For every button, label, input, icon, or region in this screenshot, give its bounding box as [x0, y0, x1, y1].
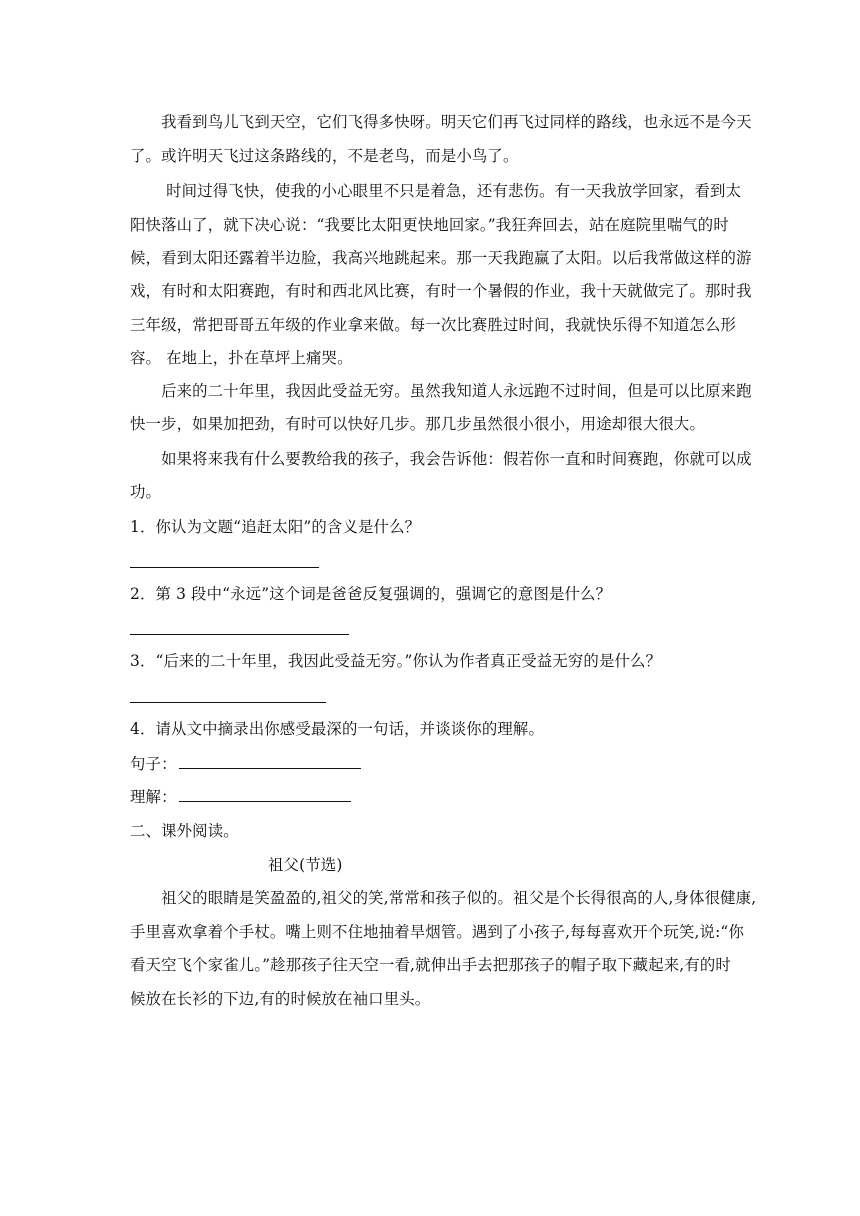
question-3: 3．“后来的二十年里，我因此受益无穷。”你认为作者真正受益无穷的是什么？: [130, 652, 662, 670]
passage-p2-line-2: 阳快落山了，就下决心说：“我要比太阳更快地回家。”我狂奔回去，站在庭院里喘气的时: [130, 216, 729, 234]
passage-p2-line-1: 时间过得飞快，使我的小心眼里不只是着急，还有悲伤。有一天我放学回家，看到太: [130, 182, 742, 200]
passage-p1-line-1: 我看到鸟儿飞到天空，它们飞得多快呀。明天它们再飞过同样的路线，也永远不是今天: [130, 113, 752, 131]
passage-p2-line-3: 候，看到太阳还露着半边脸，我高兴地跳起来。那一天我跑赢了太阳。以后我常做这样的游: [130, 249, 752, 267]
sentence-label: 句子：: [130, 755, 177, 773]
question-4: 4．请从文中摘录出你感受最深的一句话，并谈谈你的理解。: [130, 720, 544, 738]
passage-p3-line-2: 快一步，如果加把劲，有时可以快好几步。那几步虽然很小很小，用途却很大很大。: [130, 415, 706, 433]
passage-p1-line-2: 了。或许明天飞过这条路线的，不是老鸟，而是小鸟了。: [130, 147, 519, 165]
sentence-answer-row: [130, 754, 740, 774]
section2-p1-line-1: 祖父的眼睛是笑盈盈的,祖父的笑,常常和孩子似的。祖父是个长得很高的人,身体很健康,: [130, 889, 757, 907]
question-2: 2．第 3 段中“永远”这个词是爸爸反复强调的，强调它的意图是什么？: [130, 585, 612, 603]
answer-line-2[interactable]: [130, 634, 349, 635]
understanding-answer-line[interactable]: [179, 801, 351, 802]
section2-p1-line-3: 看天空飞个家雀儿。”趁那孩子往天空一看,就伸出手去把那孩子的帽子取下藏起来,有的时: [130, 956, 731, 974]
passage-p2-line-4: 戏，有时和太阳赛跑，有时和西北风比赛，有时一个暑假的作业，我十天就做完了。那时我: [130, 282, 752, 300]
passage-p2-line-5: 三年级，常把哥哥五年级的作业拿来做。每一次比赛胜过时间，我就快乐得不知道怎么形: [130, 316, 737, 334]
passage-p4-line-2: 功。: [130, 483, 162, 501]
understanding-label: 理解：: [130, 788, 177, 806]
section-2-heading: 二、课外阅读。: [130, 822, 239, 840]
passage-p2-line-6: 容。 在地上，扑在草坪上痛哭。: [130, 349, 353, 367]
sentence-answer-line[interactable]: [179, 768, 361, 769]
passage-p3-line-1: 后来的二十年里，我因此受益无穷。虽然我知道人永远跑不过时间，但是可以比原来跑: [130, 382, 752, 400]
understanding-answer-row: [130, 787, 740, 807]
passage-p4-line-1: 如果将来我有什么要教给我的孩子，我会告诉他：假若你一直和时间赛跑，你就可以成: [130, 450, 752, 468]
section2-p1-line-4: 候放在长衫的下边,有的时候放在袖口里头。: [130, 990, 431, 1008]
section2-p1-line-2: 手里喜欢拿着个手杖。嘴上则不住地抽着旱烟管。遇到了小孩子,每每喜欢开个玩笑,说:“你: [130, 923, 744, 941]
answer-line-1[interactable]: [130, 567, 319, 568]
answer-line-3[interactable]: [130, 702, 326, 703]
section-2-title: 祖父(节选): [268, 856, 343, 874]
question-1: 1．你认为文题“追赶太阳”的含义是什么？: [130, 518, 421, 536]
